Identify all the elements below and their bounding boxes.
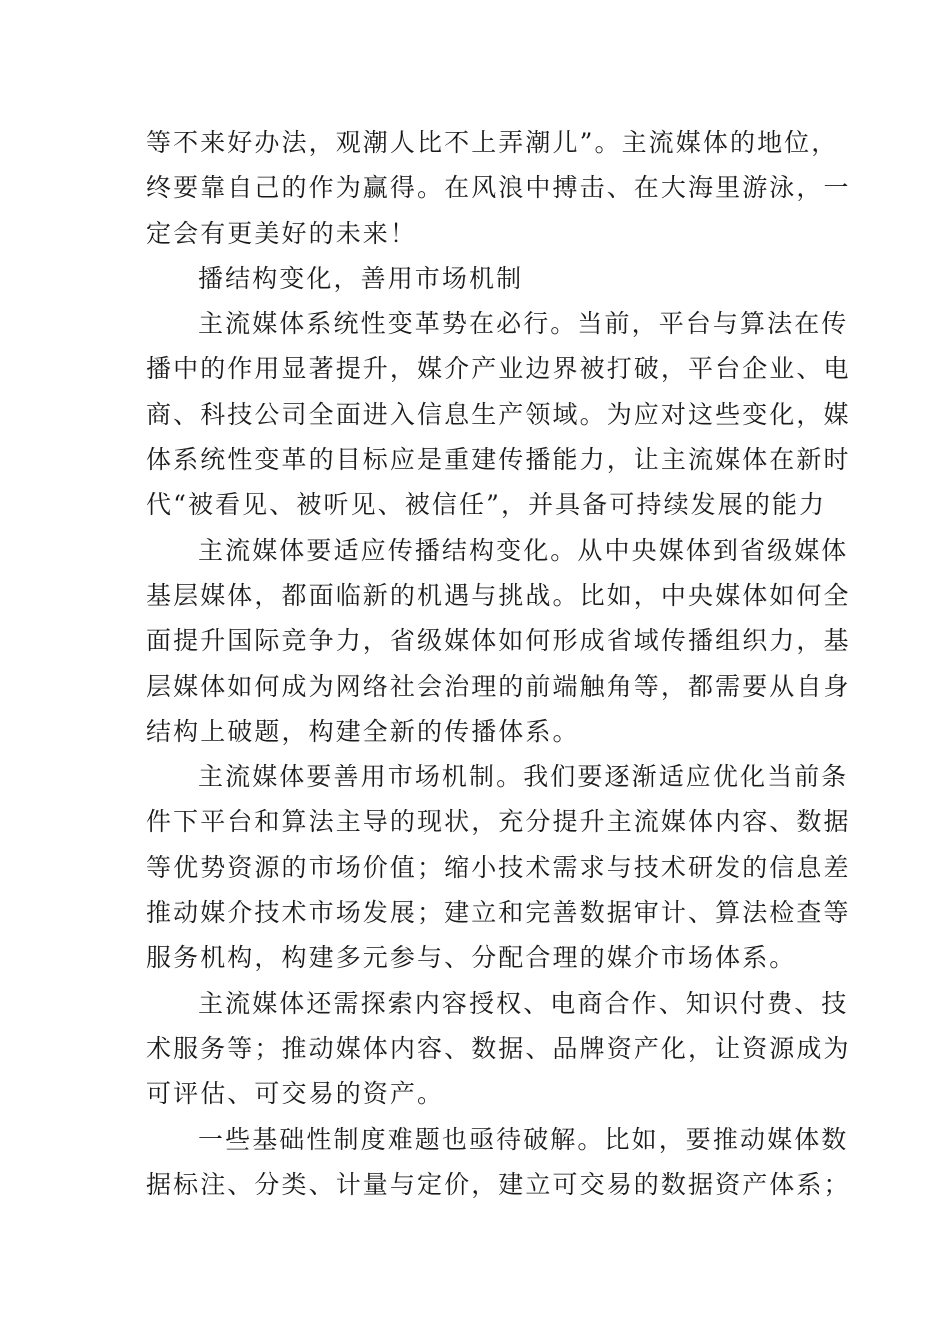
document-body: [146, 120, 851, 1207]
text-line: 一些基础性制度难题也亟待破解。比如，要推动媒体数: [198, 1124, 849, 1154]
text-line: 定会有更美好的未来！: [146, 218, 418, 248]
text-line: 体系统性变革的目标应是重建传播能力，让主流媒体在新时: [146, 445, 851, 475]
text-line: 等优势资源的市场价值；缩小技术需求与技术研发的信息差: [146, 852, 851, 882]
text-line: 主流媒体系统性变革势在必行。当前，平台与算法在传: [198, 309, 849, 339]
text-line: 可评估、可交易的资产。: [146, 1079, 445, 1109]
text-line: 代“被看见、被听见、被信任”，并具备可持续发展的能力: [146, 490, 827, 520]
text-line: 术服务等；推动媒体内容、数据、品牌资产化，让资源成为: [146, 1033, 851, 1063]
text-line: 主流媒体要适应传播结构变化。从中央媒体到省级媒体: [198, 535, 849, 565]
section-heading: 播结构变化，善用市场机制: [198, 263, 524, 293]
text-line: 商、科技公司全面进入信息生产领域。为应对这些变化，媒: [146, 399, 851, 429]
text-line: 等不来好办法，观潮人比不上弄潮儿”。主流媒体的地位，: [146, 128, 839, 157]
text-line: 结构上破题，构建全新的传播体系。: [146, 716, 580, 746]
text-line: 播中的作用显著提升，媒介产业边界被打破，平台企业、电: [146, 354, 851, 384]
text-line: 件下平台和算法主导的现状，充分提升主流媒体内容、数据: [146, 807, 851, 837]
text-line: 基层媒体，都面临新的机遇与挑战。比如，中央媒体如何全: [146, 580, 851, 610]
text-line: 主流媒体还需探索内容授权、电商合作、知识付费、技: [198, 988, 849, 1018]
text-line: 面提升国际竞争力，省级媒体如何形成省域传播组织力，基: [146, 626, 851, 656]
text-line: 推动媒介技术市场发展；建立和完善数据审计、算法检查等: [146, 898, 851, 928]
text-line: 主流媒体要善用市场机制。我们要逐渐适应优化当前条: [198, 762, 849, 792]
text-line: 服务机构，构建多元参与、分配合理的媒介市场体系。: [146, 943, 797, 973]
text-line: 据标注、分类、计量与定价，建立可交易的数据资产体系；: [146, 1169, 851, 1199]
text-line: 层媒体如何成为网络社会治理的前端触角等，都需要从自身: [146, 671, 851, 701]
text-line: 终要靠自己的作为赢得。在风浪中搏击、在大海里游泳，一: [146, 173, 851, 203]
